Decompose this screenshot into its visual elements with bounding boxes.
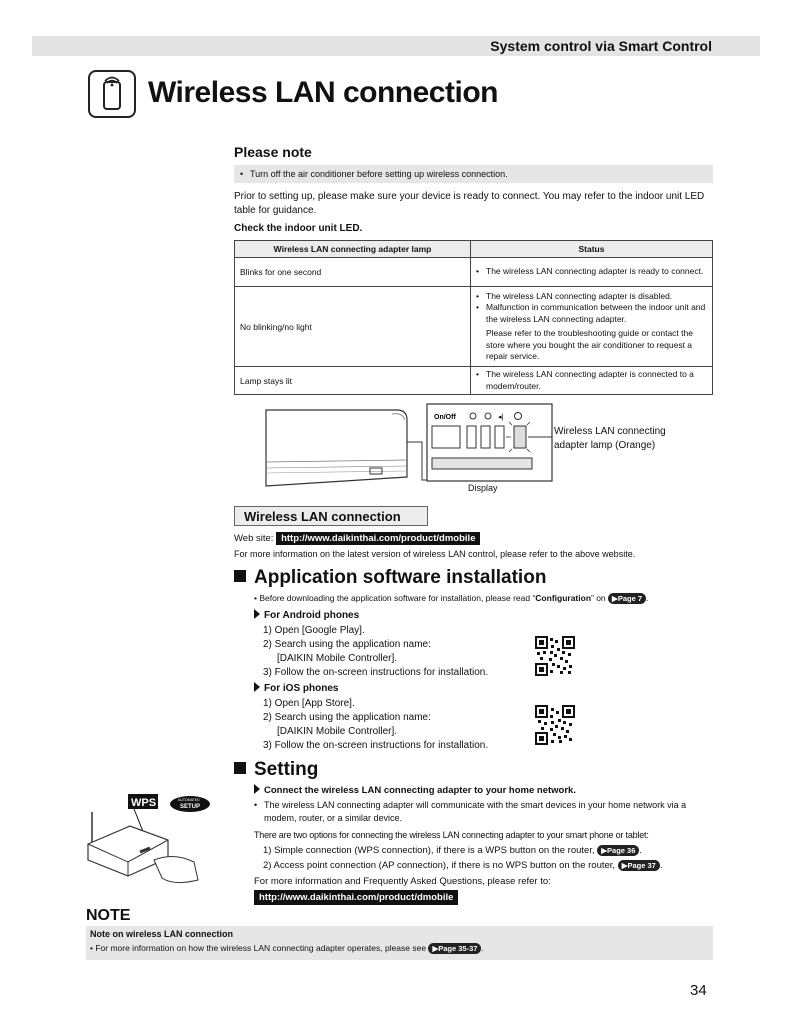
status-cell	[471, 367, 713, 395]
step-item: [DAIKIN Mobile Controller].	[277, 653, 398, 664]
ios-qr-code[interactable]	[535, 705, 575, 745]
step-item: 2) Search using the application name:	[263, 712, 431, 723]
android-qr-code[interactable]	[535, 636, 575, 676]
svg-text:SETUP: SETUP	[180, 804, 201, 810]
hand-icon	[154, 856, 198, 882]
lamp-cell: No blinking/no light	[235, 287, 471, 367]
square-bullet-icon	[234, 570, 246, 582]
svg-text:◂|: ◂|	[498, 414, 504, 421]
please-note-heading: Please note	[234, 144, 312, 160]
onoff-label: On/Off	[434, 414, 456, 421]
wlan-lamp	[514, 426, 526, 448]
connect-heading: Connect the wireless LAN connecting adapter to your home network.	[254, 784, 576, 796]
lamp-cell: Lamp stays lit	[235, 367, 471, 395]
android-steps	[263, 624, 488, 680]
display-panel	[432, 458, 532, 469]
faq-text: For more information and Frequently Asked Questions, please refer to:	[254, 876, 551, 887]
ios-heading: For iOS phones	[254, 682, 338, 694]
svg-text:AUTOMATED: AUTOMATED	[178, 798, 200, 802]
wlan-heading: Wireless LAN connection	[244, 509, 401, 524]
notice-text: • Turn off the air conditioner before setting up wireless connection.	[240, 169, 508, 181]
router-illustration	[84, 782, 226, 892]
arrow-bullet-icon	[254, 784, 260, 794]
step-item: 3) Follow the on-screen instructions for installation.	[263, 740, 489, 751]
app-install-heading: Application software installation	[234, 567, 546, 589]
step-item: 1) Open [Google Play].	[263, 625, 365, 636]
table-header-row	[235, 241, 713, 258]
page-number: 34	[690, 982, 707, 999]
air-conditioner-illustration	[266, 410, 427, 486]
notice-box	[234, 165, 713, 183]
faq-link[interactable]: http://www.daikinthai.com/product/dmobile	[254, 890, 458, 905]
step-item: 2) Search using the application name:	[263, 639, 431, 650]
page-ref-badge[interactable]: ▶Page 35-37	[428, 943, 481, 954]
faq-link-wrap	[254, 892, 458, 903]
display-label: Display	[468, 483, 498, 493]
page-ref-badge[interactable]: ▶Page 37	[618, 860, 660, 871]
table-row	[235, 367, 713, 395]
website-line	[234, 533, 480, 544]
setting-bullet: • The wireless LAN connecting adapter will communicate with the smart devices in your home network via a modem, router, or a similar device.	[254, 799, 714, 825]
website-link[interactable]: http://www.daikinthai.com/product/dmobile	[276, 532, 480, 545]
table-row	[235, 258, 713, 287]
status-cell	[471, 258, 713, 287]
status-item: • The wireless LAN connecting adapter is ready to connect.	[476, 266, 707, 278]
step-item: 3) Follow the on-screen instructions for installation.	[263, 667, 489, 678]
before-download-text: • Before downloading the application software for installation, please read “Configuration” on ▶Page 7 .	[254, 593, 649, 603]
status-item: • The wireless LAN connecting adapter is disabled.	[476, 291, 707, 303]
intro-text: Prior to setting up, please make sure your device is ready to connect. You may refer to the indoor unit LED table for guidance.	[234, 191, 705, 216]
options-intro: There are two options for connecting the wireless LAN connecting adapter to your smart phone or tablet:	[254, 830, 649, 840]
wlan-heading-box	[234, 506, 428, 526]
page-title: Wireless LAN connection	[148, 76, 498, 109]
arrow-bullet-icon	[254, 609, 260, 619]
option-2: 2) Access point connection (AP connection), if there is no WPS button on the router, ▶Page 37 .	[263, 860, 663, 871]
arrow-bullet-icon	[254, 682, 260, 692]
wps-label: WPS	[131, 797, 157, 809]
note-subheading: Note on wireless LAN connection	[90, 929, 234, 939]
table-header: Wireless LAN connecting adapter lamp	[235, 241, 471, 258]
lamp-cell: Blinks for one second	[235, 258, 471, 287]
note-heading: NOTE	[86, 907, 131, 924]
note-box	[86, 926, 713, 960]
website-label: Web site:	[234, 533, 274, 544]
page-ref-badge[interactable]: ▶Page 36	[597, 845, 639, 856]
ios-steps	[263, 697, 488, 753]
lamp-callout: Wireless LAN connecting adapter lamp (Orange)	[554, 426, 666, 451]
table-header: Status	[471, 241, 713, 258]
led-table	[234, 240, 713, 395]
section-title: System control via Smart Control	[490, 38, 712, 54]
square-bullet-icon	[234, 762, 246, 774]
remote-wifi-icon	[88, 70, 136, 118]
status-item: • Malfunction in communication between the indoor unit and the wireless LAN connecting adapter.	[476, 302, 707, 325]
onoff-button	[432, 426, 460, 448]
note-text: • For more information on how the wireless LAN connecting adapter operates, please see ▶Page 35-37 .	[90, 943, 484, 953]
status-cell	[471, 287, 713, 367]
android-heading: For Android phones	[254, 609, 359, 621]
option-1: 1) Simple connection (WPS connection), if there is a WPS button on the router, ▶Page 36 .	[263, 845, 643, 856]
header-bar	[32, 36, 760, 56]
check-heading: Check the indoor unit LED.	[234, 223, 363, 234]
status-extra: Please refer to the troubleshooting guide or contact the store where you bought the air conditioner to request a repair service.	[486, 328, 693, 361]
table-row	[235, 287, 713, 367]
status-item: • The wireless LAN connecting adapter is connected to a modem/router.	[476, 369, 707, 392]
page-ref-badge[interactable]: ▶Page 7	[608, 593, 646, 604]
more-info-text: For more information on the latest version of wireless LAN control, please refer to the above website.	[234, 549, 636, 559]
step-item: 1) Open [App Store].	[263, 698, 355, 709]
step-item: [DAIKIN Mobile Controller].	[277, 726, 398, 737]
setting-heading: Setting	[234, 759, 318, 781]
